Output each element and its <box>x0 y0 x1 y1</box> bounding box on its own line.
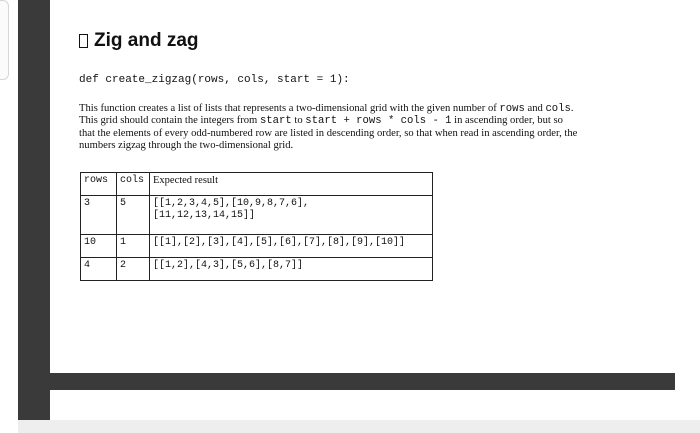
cell-cols: 1 <box>117 235 150 258</box>
table-row <box>81 196 433 235</box>
header-rows: rows <box>81 173 117 196</box>
cell-result: [[1,2],[4,3],[5,6],[8,7]] <box>150 258 433 281</box>
desc-seg1: This function creates a list of lists that represents a two-dimensional grid with the given number of <box>79 103 500 114</box>
desc-seg3: . This grid should contain the integers from <box>79 103 574 127</box>
table-row <box>81 235 433 258</box>
desc-expr-code: start + rows * cols - 1 <box>305 115 452 128</box>
desc-seg4: to <box>291 115 306 127</box>
desc-seg5: in ascending order, but so that the elements of every odd-numbered row are listed in descending order, so that when read in ascending order, the numbers zigzag through the two-dimensional grid. <box>79 115 578 152</box>
page-title <box>79 30 199 52</box>
examples-table <box>80 172 433 281</box>
cell-result <box>150 196 433 235</box>
below-bar-area <box>50 390 675 420</box>
header-cols: cols <box>117 173 150 196</box>
result-line: [11,12,13,14,15]] <box>153 210 256 221</box>
desc-seg2: and <box>524 103 546 114</box>
title-text: Zig and zag <box>94 30 199 51</box>
desc-cols-code: cols <box>545 103 571 115</box>
cell-result: [[1],[2],[3],[4],[5],[6],[7],[8],[9],[10]] <box>150 235 433 258</box>
bottom-dark-bar <box>50 373 675 390</box>
header-expected: Expected result <box>150 173 433 196</box>
desc-start-code: start <box>259 115 292 128</box>
checkbox-glyph-icon <box>79 34 88 48</box>
cell-cols: 2 <box>117 258 150 281</box>
cell-rows: 10 <box>81 235 117 258</box>
description-paragraph <box>79 103 579 153</box>
desc-rows-code: rows <box>499 103 525 115</box>
cell-rows: 3 <box>81 196 117 235</box>
side-panel-tab[interactable] <box>0 0 9 80</box>
result-line: [[1,2,3,4,5],[10,9,8,7,6], <box>153 198 310 209</box>
cell-rows: 4 <box>81 258 117 281</box>
table-header-row <box>81 173 433 196</box>
cell-cols: 5 <box>117 196 150 235</box>
left-dark-band <box>18 0 50 420</box>
footer-strip <box>18 420 700 433</box>
table-row <box>81 258 433 281</box>
function-signature: def create_zigzag(rows, cols, start = 1): <box>79 74 350 86</box>
